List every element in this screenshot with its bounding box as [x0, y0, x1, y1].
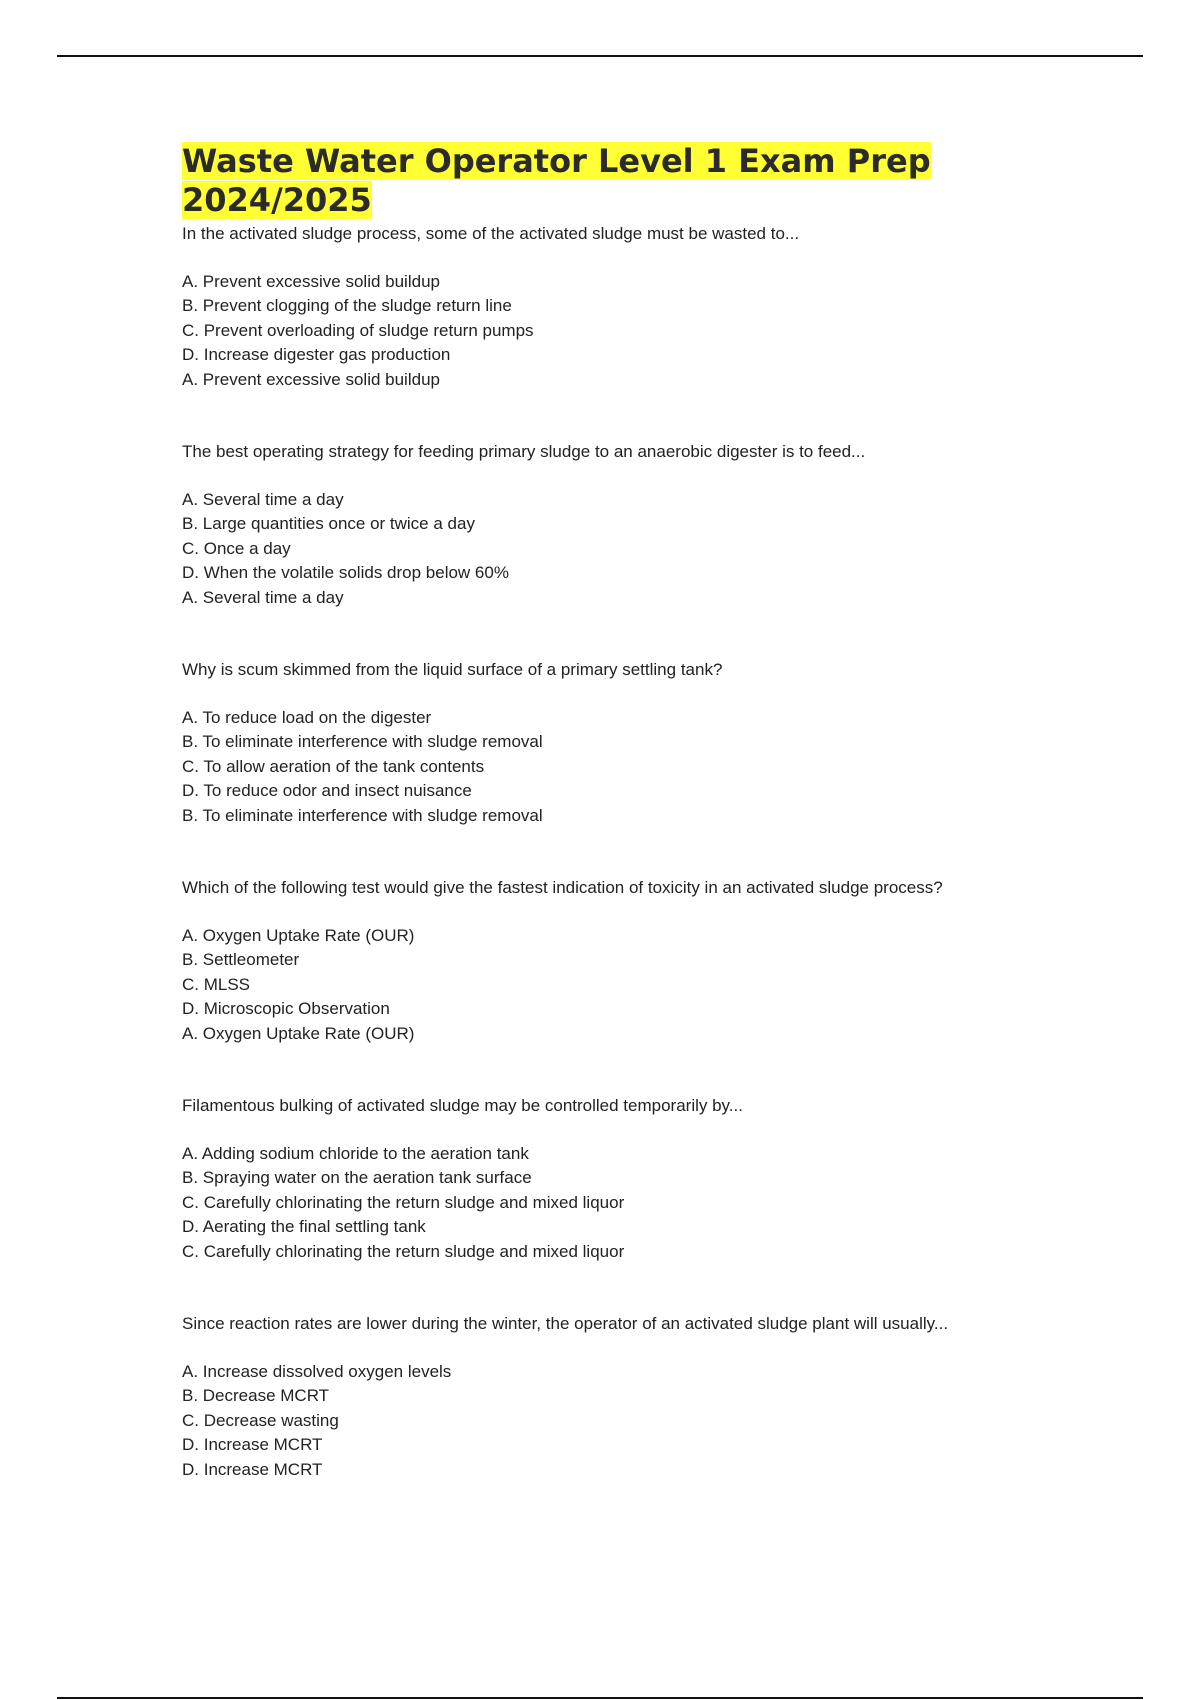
question-text: Which of the following test would give the fastest indication of toxicity in an activated sludge process?: [182, 878, 943, 897]
option-list: [182, 270, 1082, 393]
option-a: A. Adding sodium chloride to the aeration tank: [182, 1143, 529, 1163]
question-text: Since reaction rates are lower during the winter, the operator of an activated sludge plant will usually...: [182, 1314, 949, 1333]
question-text: The best operating strategy for feeding primary sludge to an anaerobic digester is to feed...: [182, 442, 866, 461]
question-text: In the activated sludge process, some of the activated sludge must be wasted to...: [182, 224, 800, 243]
option-b: B. Decrease MCRT: [182, 1386, 330, 1405]
option-c: C. Prevent overloading of sludge return pumps: [182, 320, 534, 340]
option-list: [182, 1142, 1082, 1265]
question-block-1: [182, 222, 1082, 392]
page-title-line-1: Waste Water Operator Level 1 Exam Prep: [182, 142, 931, 180]
option-b: B. To eliminate interference with sludge removal: [182, 732, 543, 751]
option-list: [182, 1360, 1082, 1483]
option-a: A. To reduce load on the digester: [182, 707, 432, 727]
page-title-line-2: 2024/2025: [182, 181, 372, 219]
document-body: [182, 142, 1082, 1530]
bottom-rule: [57, 1697, 1143, 1699]
question-block-6: [182, 1312, 1082, 1482]
question-block-2: [182, 440, 1082, 610]
question-block-4: [182, 876, 1082, 1046]
option-list: [182, 706, 1082, 829]
option-d: D. Increase MCRT: [182, 1435, 323, 1454]
option-c: C. Carefully chlorinating the return sludge and mixed liquor: [182, 1192, 625, 1212]
option-d: D. Increase digester gas production: [182, 345, 451, 364]
option-d: D. When the volatile solids drop below 60%: [182, 563, 509, 582]
question-text: Why is scum skimmed from the liquid surface of a primary settling tank?: [182, 660, 723, 679]
answer-line: C. Carefully chlorinating the return sludge and mixed liquor: [182, 1241, 625, 1261]
option-d: D. Aerating the final settling tank: [182, 1217, 426, 1236]
option-c: C. Once a day: [182, 538, 291, 558]
answer-line: A. Several time a day: [182, 587, 344, 607]
option-a: A. Prevent excessive solid buildup: [182, 271, 440, 291]
option-d: D. To reduce odor and insect nuisance: [182, 781, 472, 800]
option-list: [182, 488, 1082, 611]
option-c: C. To allow aeration of the tank contents: [182, 756, 485, 776]
page-title: [182, 142, 1082, 220]
option-b: B. Spraying water on the aeration tank surface: [182, 1168, 532, 1187]
option-d: D. Microscopic Observation: [182, 999, 390, 1018]
option-a: A. Increase dissolved oxygen levels: [182, 1361, 452, 1381]
question-block-3: [182, 658, 1082, 828]
top-rule: [57, 55, 1143, 57]
option-list: [182, 924, 1082, 1047]
answer-line: B. To eliminate interference with sludge removal: [182, 805, 543, 825]
answer-line: A. Prevent excessive solid buildup: [182, 369, 440, 389]
option-c: C. Decrease wasting: [182, 1410, 339, 1430]
option-b: B. Prevent clogging of the sludge return line: [182, 296, 512, 315]
answer-line: A. Oxygen Uptake Rate (OUR): [182, 1023, 415, 1043]
answer-line: D. Increase MCRT: [182, 1459, 323, 1479]
option-c: C. MLSS: [182, 974, 251, 994]
option-b: B. Large quantities once or twice a day: [182, 514, 475, 533]
question-text: Filamentous bulking of activated sludge may be controlled temporarily by...: [182, 1096, 743, 1115]
option-a: A. Several time a day: [182, 489, 344, 509]
option-b: B. Settleometer: [182, 950, 300, 969]
option-a: A. Oxygen Uptake Rate (OUR): [182, 925, 415, 945]
question-block-5: [182, 1094, 1082, 1264]
